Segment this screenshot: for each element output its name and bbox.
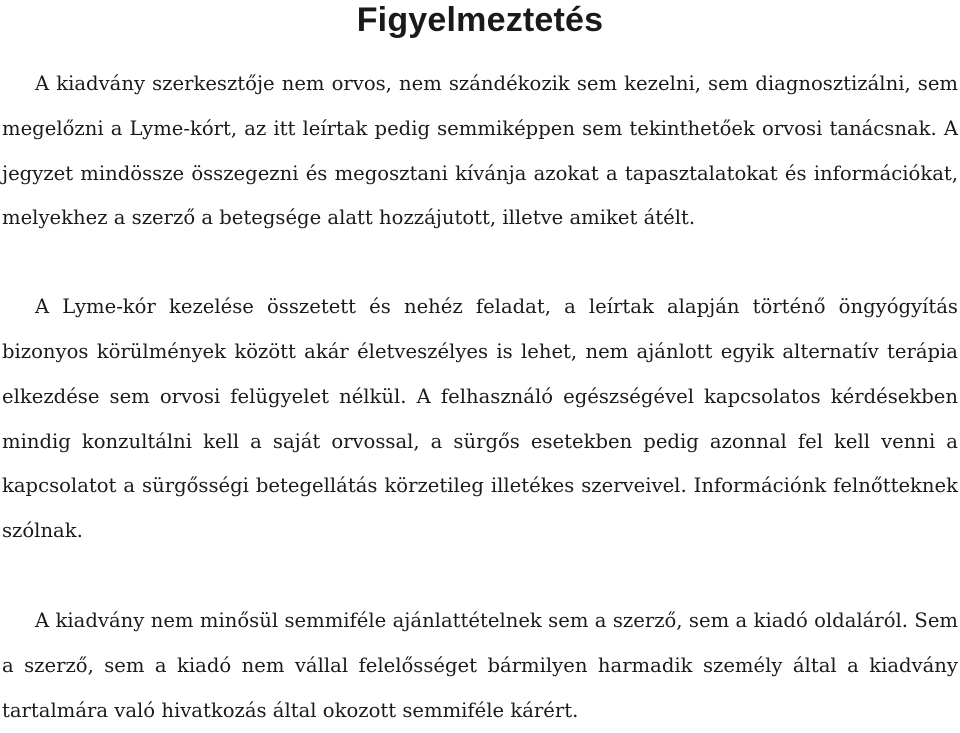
disclaimer-paragraph-2: A Lyme-kór kezelése összetett és nehéz feladat, a leírtak alapján történő öngyógyítás bizonyos körülmények között akár életveszélyes is lehet, nem ajánlott egyik alternatív terápia elkezdése sem orvosi felügyelet nélkül. A felhasználó egészségével kapcsolatos kérdésekben mindig konzultálni kell a saját orvossal, a sürgős esetekben pedig azonnal fel kell venni a kapcsolatot a sürgősségi betegellátás körzetileg illetékes szerveivel. Információnk felnőtteknek szólnak. [2,295,958,543]
disclaimer-paragraph-3: A kiadvány nem minősül semmiféle ajánlattételnek sem a szerző, sem a kiadó oldaláról. Sem a szerző, sem a kiadó nem vállal felelősséget bármilyen harmadik személy által a kiadvány tartalmára való hivatkozás által okozott semmiféle kárért. [2,608,958,722]
page-title: Figyelmeztetés [356,1,604,39]
disclaimer-paragraph-1: A kiadvány szerkesztője nem orvos, nem szándékozik sem kezelni, sem diagnosztizálni, sem megelőzni a Lyme-kórt, az itt leírtak pedig semmiképpen sem tekinthetőek orvosi tanácsnak. A jegyzet mindössze összegezni és megosztani kívánja azokat a tapasztalatokat és információkat, melyekhez a szerző a betegsége alatt hozzájutott, illetve amiket átélt. [2,72,958,230]
